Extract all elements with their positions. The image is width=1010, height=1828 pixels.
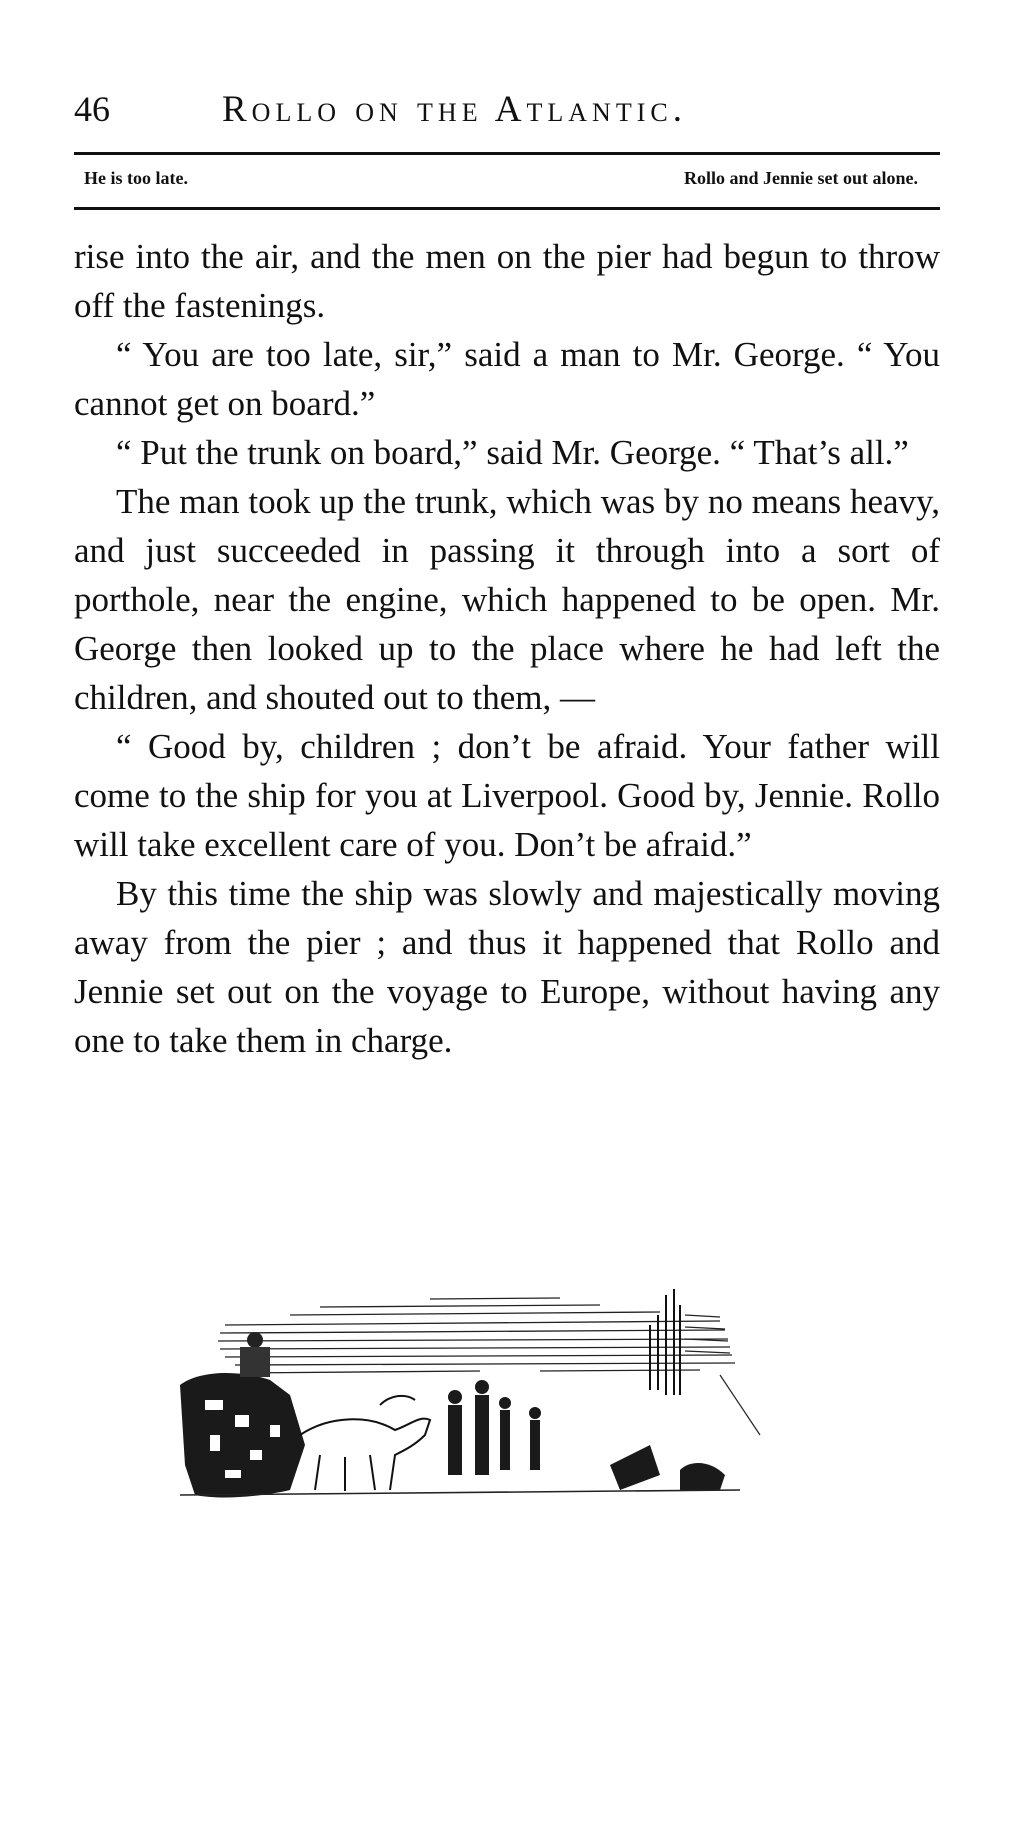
ship-masts [650, 1289, 680, 1395]
driver-figure [240, 1332, 270, 1377]
pedestrians [448, 1380, 541, 1475]
header-rule-bottom [74, 207, 940, 210]
paragraph-6: By this time the ship was slowly and majestically moving away from the pier ; and thus it happened that Rollo and Jennie set out on the voyage to Europe, without having any one to take them in charge. [74, 874, 940, 1060]
paragraph-5: “ Good by, children ; don’t be afraid. Your father will come to the ship for you at Liverpool. Good by, Jennie. Rollo will take excellent care of you. Don’t be afraid.” [74, 727, 940, 864]
horses [300, 1396, 430, 1491]
paragraph-4: The man took up the trunk, which was by no means heavy, and just succeeded in passing it through into a sort of porthole, near the engine, which happened to be open. Mr. George then looked up to the place where he had left the children, and shouted out to them, — [74, 482, 940, 717]
paragraph-2: “ You are too late, sir,” said a man to Mr. George. “ You cannot get on board.” [74, 335, 940, 423]
pier-figure [610, 1445, 725, 1490]
header-rule-top [74, 152, 940, 155]
page-number: 46 [74, 89, 110, 129]
body-text [74, 232, 940, 1065]
ship-rigging [685, 1315, 760, 1435]
paragraph-3: “ Put the trunk on board,” said Mr. George. “ That’s all.” [116, 433, 909, 472]
pier-engraving-illustration [180, 1285, 850, 1505]
running-head [74, 82, 940, 134]
paragraph-1: rise into the air, and the men on the pier had begun to throw off the fastenings. [74, 237, 940, 325]
carriage-shape [180, 1373, 305, 1497]
book-title: Rollo on the Atlantic. [222, 89, 687, 130]
sidenote-left: He is too late. [84, 168, 188, 188]
sidenote-right: Rollo and Jennie set out alone. [683, 168, 918, 188]
